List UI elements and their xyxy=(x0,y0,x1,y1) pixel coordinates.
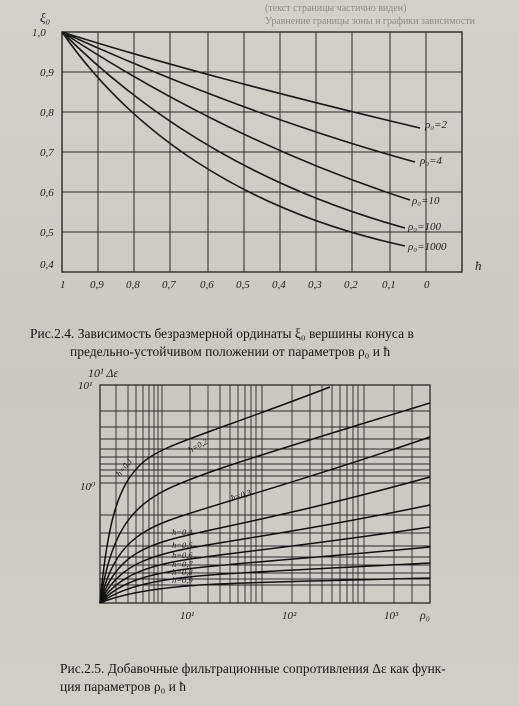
y-tick: 0,7 xyxy=(40,147,54,159)
caption-line: Рис.2.5. Добавочные фильтрационные сопротивления Δε как функ- xyxy=(60,661,446,676)
x-tick: 0,3 xyxy=(308,279,322,291)
x-tick: 10³ xyxy=(384,610,399,622)
x-tick: 0,5 xyxy=(236,279,250,291)
top-text-line-1: (текст страницы частично виден) xyxy=(265,3,407,14)
x-tick: 1 xyxy=(60,279,66,291)
caption-line: Рис.2.4. Зависимость безразмерной ординаты ξ₀ вершины конуса в xyxy=(30,326,414,341)
x-tick: 0,9 xyxy=(90,279,104,291)
figure-2-4-curves xyxy=(62,32,420,246)
x-tick: 0,7 xyxy=(162,279,176,291)
curve-label: ħ=0,5 xyxy=(172,540,193,550)
x-tick: 0,4 xyxy=(272,279,286,291)
curve-label: ħ=0,7 xyxy=(172,559,193,569)
top-text-line-2: Уравнение границы зоны и графики зависимости xyxy=(265,16,475,27)
figure-2-5-curve-labels xyxy=(114,436,253,585)
curve-label-rho-1000: ρ₀=1000 xyxy=(408,241,447,253)
figure-2-5-x-axis-label: ρ₀ xyxy=(420,608,430,622)
x-tick: 10¹ xyxy=(180,610,195,622)
figure-2-4-x-axis-label: ħ xyxy=(475,258,482,273)
y-tick: 0,9 xyxy=(40,67,54,79)
y-tick: 10⁰ xyxy=(80,481,96,493)
figure-2-5-x-ticks xyxy=(180,610,399,622)
figure-2-5-curves xyxy=(100,387,430,603)
x-tick: 0,1 xyxy=(382,279,396,291)
curve-h-0.3 xyxy=(100,437,430,603)
figure-2-5-y-axis-label: 10¹ Δε xyxy=(88,366,119,380)
figure-2-5-caption xyxy=(60,660,500,696)
figure-2-4-curve-labels xyxy=(407,119,448,253)
curve-h-0.5 xyxy=(100,505,430,603)
y-tick: 0,8 xyxy=(40,107,54,119)
curve-label: ħ=0,1 xyxy=(113,455,135,479)
x-tick: 0 xyxy=(424,279,430,291)
caption-line: предельно-устойчивом положении от параметров ρ₀ и ħ xyxy=(70,344,391,359)
y-tick: 10¹ xyxy=(78,380,93,392)
figure-2-5-y-ticks xyxy=(78,380,96,493)
figure-2-5-chart xyxy=(0,365,519,665)
curve-h-0.4 xyxy=(100,477,430,603)
figure-2-4-x-ticks xyxy=(60,279,430,291)
y-tick: 0,4 xyxy=(40,259,54,271)
curve-rho-10 xyxy=(62,32,410,200)
curve-label-rho-100: ρ₀=100 xyxy=(408,221,442,233)
x-tick: 10² xyxy=(282,610,297,622)
curve-label: ħ=0,4 xyxy=(172,527,193,537)
x-tick: 0,2 xyxy=(344,279,358,291)
x-tick: 0,8 xyxy=(126,279,140,291)
curve-label: ħ=0,9 xyxy=(172,575,193,585)
figure-2-4-caption xyxy=(30,325,500,361)
curve-label-rho-2: ρ₀=2 xyxy=(425,119,448,131)
curve-h-0.9 xyxy=(100,578,430,603)
curve-rho-4 xyxy=(62,32,415,162)
curve-label-rho-10: ρ₀=10 xyxy=(412,195,440,207)
curve-label: ħ=0,3 xyxy=(229,487,253,503)
x-tick: 0,6 xyxy=(200,279,214,291)
caption-line: ция параметров ρ₀ и ħ xyxy=(60,679,187,694)
curve-label-rho-4: ρ₀=4 xyxy=(420,155,443,167)
y-tick: 0,6 xyxy=(40,187,54,199)
figure-2-4-y-axis-label: ξ₀ xyxy=(40,10,51,25)
y-tick: 1,0 xyxy=(32,27,46,39)
curve-h-0.7 xyxy=(100,547,430,603)
figure-2-4-grid xyxy=(62,32,462,272)
figure-2-4-y-ticks xyxy=(32,27,54,271)
curve-label: ħ=0,6 xyxy=(172,550,193,560)
figure-2-4-chart xyxy=(0,0,519,325)
y-tick: 0,5 xyxy=(40,227,54,239)
curve-label: ħ=0,2 xyxy=(186,436,210,455)
curve-label: ħ=0,8 xyxy=(172,567,193,577)
